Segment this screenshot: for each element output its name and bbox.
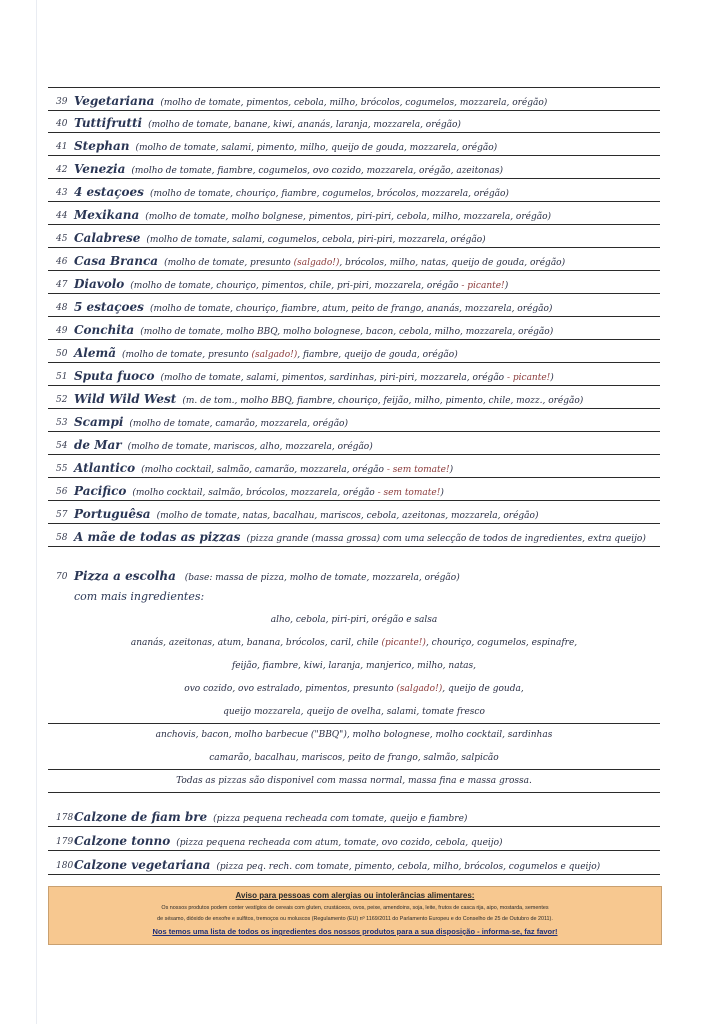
item-text: [74, 231, 486, 245]
item-text: [74, 277, 508, 291]
item-text: [74, 530, 646, 544]
warning-note: (picante!): [381, 638, 426, 648]
item-number: 179: [56, 837, 74, 847]
notice-body-line: Os nossos produtos podem conter vestígios de cereais com gluten, crustáceos, ovos, peixe, amendoins, soja, leite, frutos de casca rija, aipo, mostarda, sementes: [161, 905, 549, 911]
item-description: (pizza peq. rech. com tomate, pimento, cebola, milho, brócolos, cogumelos e queijo): [216, 862, 601, 872]
warning-note: (salgado!): [251, 350, 298, 360]
menu-item-row: [48, 524, 660, 547]
item-description: (molho de tomate, presunto: [121, 350, 249, 360]
warning-note: - picante!: [461, 281, 505, 291]
item-number: 45: [56, 234, 68, 244]
item-text: [74, 507, 538, 521]
item-number: 51: [56, 372, 68, 382]
item-name: Calzone tonno: [74, 834, 171, 848]
ingredient-text: Todas as pizzas são disponivel com massa normal, massa fina e massa grossa.: [176, 776, 532, 786]
item-name: Pacifico: [74, 484, 127, 498]
item-text: [74, 369, 554, 383]
ingredient-text: alho, cebola, piri-piri, orégão e salsa: [270, 615, 438, 625]
ingredient-line: [48, 679, 660, 700]
item-description: (molho de tomate, molho bolgnese, pimentos, piri-piri, cebola, milho, mozzarela, orégão): [145, 212, 552, 222]
item-number: 50: [56, 349, 68, 359]
item-description: (molho de tomate, chouriço, pimentos, chile, pri-piri, mozzarela, orégão: [130, 281, 459, 291]
menu-item-row: [48, 87, 660, 111]
ingredient-text: feijão, fiambre, kiwi, laranja, manjerico, milho, natas,: [231, 661, 477, 671]
item-name: Venezia: [74, 162, 126, 176]
item-description: (pizza grande (massa grossa) com uma selecção de todos de ingredientes, extra queijo): [246, 534, 646, 544]
menu-item-row: [48, 133, 660, 156]
item-number: 55: [56, 464, 68, 474]
item-text: [74, 254, 565, 268]
ingredient-line: [48, 656, 660, 677]
item-description-end: ): [504, 281, 509, 291]
item-number: 40: [56, 119, 68, 129]
item-description-end: , brócolos, milho, natas, queijo de gouda, orégão): [339, 258, 566, 268]
item-name: Stephan: [74, 139, 130, 153]
item-description: (molho de tomate, banane, kiwi, ananás, laranja, mozzarela, orégão): [148, 120, 461, 130]
menu-item-row: [48, 432, 660, 455]
item-number: 44: [56, 211, 68, 221]
item-name: Wild Wild West: [74, 392, 177, 406]
menu-item-row: [48, 271, 660, 294]
item-text: [74, 208, 551, 222]
item-number: 54: [56, 441, 68, 451]
item-name: Diavolo: [74, 277, 125, 291]
notice-footer: Nos temos uma lista de todos os ingredientes dos nossos produtos para a sua disposição - informa-se, faz favor!: [152, 927, 558, 936]
item-number: 178: [56, 813, 74, 823]
item-name: Vegetariana: [74, 94, 155, 108]
item-description: (molho cocktail, salmão, camarão, mozzarela, orégão: [141, 465, 384, 475]
item-text: [74, 346, 458, 360]
ingredient-text-end: , queijo de gouda,: [442, 684, 524, 694]
item-number: 39: [56, 97, 68, 107]
item-description: (molho de tomate, presunto: [164, 258, 291, 268]
menu-item-row: [48, 363, 660, 386]
item-name: Atlantico: [74, 461, 136, 475]
item-description: (molho de tomate, natas, bacalhau, mariscos, cebola, azeitonas, mozzarela, orégão): [156, 511, 539, 521]
item-description: (molho de tomate, salami, pimentos, sardinhas, piri-piri, mozzarela, orégão: [160, 373, 505, 383]
menu-item-row: [48, 317, 660, 340]
item-description: (molho de tomate, molho BBQ, molho bolognese, bacon, cebola, milho, mozzarela, orégão): [140, 327, 554, 337]
item-description: (molho de tomate, chouriço, fiambre, cogumelos, brócolos, mozzarela, orégão): [149, 189, 509, 199]
menu-item-row: [48, 340, 660, 363]
item-name: Sputa fuoco: [74, 369, 155, 383]
ingredient-text-end: , chouriço, cogumelos, espinafre,: [425, 638, 578, 648]
menu-item-row: [48, 455, 660, 478]
item-text: [74, 139, 497, 153]
item-description: (molho de tomate, camarão, mozzarela, orégão): [129, 419, 348, 429]
item-text: [74, 116, 461, 130]
menu-item-row: [48, 202, 660, 225]
item-name: Calzone vegetariana: [74, 858, 211, 872]
menu-item-row: [48, 294, 660, 317]
ingredient-line: [48, 610, 660, 631]
notice-title: Aviso para pessoas com alergias ou intolerâncias alimentares:: [235, 891, 475, 900]
item-text: [74, 834, 503, 848]
item-description: (pizza pequena recheada com tomate, queijo e fiambre): [213, 814, 468, 824]
ingredient-line: [48, 702, 660, 724]
menu-item-row: [48, 804, 660, 827]
item-name: Portuguêsa: [74, 507, 151, 521]
page-edge: [36, 0, 37, 1024]
item-text: [74, 415, 348, 429]
ingredient-line: [48, 725, 660, 746]
item-text: [74, 858, 600, 872]
item-name: A mãe de todas as pizzas: [74, 530, 241, 544]
item-text: [74, 461, 453, 475]
warning-note: - picante!: [506, 373, 551, 383]
ingredient-text: anchovis, bacon, molho barbecue ("BBQ"), molho bolognese, molho cocktail, sardinhas: [155, 730, 553, 740]
item-name: Tuttifrutti: [74, 116, 143, 130]
item-number: 180: [56, 861, 74, 871]
item-description: (molho cocktail, salmão, brócolos, mozzarela, orégão: [132, 488, 375, 498]
item-text: [74, 392, 583, 406]
item-description: (m. de tom., molho BBQ, fiambre, chouriço, feijão, milho, pimento, chile, mozz., orégão): [182, 396, 584, 406]
ingredient-line: [48, 771, 660, 793]
item-number: 56: [56, 487, 68, 497]
ingredient-text: queijo mozzarela, queijo de ovelha, salami, tomate fresco: [223, 707, 485, 717]
ingredient-line: [48, 748, 660, 770]
item-name: Scampi: [74, 415, 124, 429]
item-number: 48: [56, 303, 68, 313]
item-text: [74, 484, 444, 498]
menu-item-row: [48, 478, 660, 501]
item-description: (molho de tomate, fiambre, cogumelos, ovo cozido, mozzarela, orégão, azeitonas): [131, 166, 503, 176]
item-description: (molho de tomate, chouriço, fiambre, atum, peito de frango, ananás, mozzarela, orégão): [149, 304, 553, 314]
item-text: [74, 300, 552, 314]
warning-note: (salgado!): [396, 684, 443, 694]
item-text: [74, 94, 547, 108]
item-description-end: ): [440, 488, 444, 498]
item-name: de Mar: [74, 438, 122, 452]
item-number: 53: [56, 418, 68, 428]
menu-item-row: [48, 179, 660, 202]
ingredient-text: camarão, bacalhau, mariscos, peito de frango, salmão, salpicão: [209, 753, 499, 763]
item-description: (pizza pequena recheada com atum, tomate, ovo cozido, cebola, queijo): [176, 838, 503, 848]
menu-item-row: [48, 852, 660, 875]
item-description: (molho de tomate, mariscos, alho, mozzarela, orégão): [127, 442, 373, 452]
item-number: 70: [56, 572, 68, 582]
item-description: (molho de tomate, pimentos, cebola, milho, brócolos, cogumelos, mozzarela, orégão): [160, 98, 548, 108]
item-description: (molho de tomate, salami, pimento, milho, queijo de gouda, mozzarela, orégão): [135, 143, 498, 153]
ingredient-line: [48, 633, 660, 654]
menu-item-row: [48, 828, 660, 851]
item-number: 43: [56, 188, 68, 198]
item-number: 57: [56, 510, 68, 520]
item-name: Mexikana: [74, 208, 140, 222]
menu-item-row: [48, 110, 660, 133]
menu-item-row: [48, 156, 660, 179]
item-text: [74, 162, 503, 176]
ingredient-text: ovo cozido, ovo estralado, pimentos, presunto: [184, 684, 394, 694]
item-name: Alemã: [74, 346, 116, 360]
item-name: Pizza a escolha: [74, 569, 176, 583]
custom-pizza-row: [48, 563, 660, 585]
warning-note: - sem tomate!: [386, 465, 450, 475]
item-text: [74, 810, 467, 824]
menu-item-row: [48, 409, 660, 432]
warning-note: (salgado!): [293, 258, 340, 268]
item-name: Conchita: [74, 323, 135, 337]
allergy-notice: [48, 886, 662, 945]
notice-body-line: de sésamo, dióxido de enxofre e sulfitos, tremoços ou moluscos (Regulamento (EU) nº 1169/2011 do Parlamento Europeu e do Conselho de 25 de Outubro de 2011).: [157, 916, 553, 922]
item-number: 58: [56, 533, 68, 543]
item-text: [74, 438, 373, 452]
item-name: Casa Branca: [74, 254, 159, 268]
item-description-end: ): [449, 465, 454, 475]
extra-ingredients-label: com mais ingredientes:: [74, 590, 205, 603]
menu-item-row: [48, 501, 660, 524]
item-description: (molho de tomate, salami, cogumelos, cebola, piri-piri, mozzarela, orégão): [146, 235, 486, 245]
warning-note: - sem tomate!: [377, 488, 441, 498]
notice-body: [49, 903, 661, 925]
item-description-end: , fiambre, queijo de gouda, orégão): [297, 350, 458, 360]
menu-item-row: [48, 225, 660, 248]
item-number: 41: [56, 142, 68, 152]
item-number: 52: [56, 395, 68, 405]
ingredient-text: ananás, azeitonas, atum, banana, brócolos, caril, chile: [130, 638, 379, 648]
item-name: 5 estaçoes: [74, 300, 144, 314]
item-name: Calabrese: [74, 231, 141, 245]
item-name: 4 estaçoes: [74, 185, 144, 199]
menu-item-row: [48, 386, 660, 409]
item-description: (base: massa de pizza, molho de tomate, mozzarela, orégão): [184, 573, 460, 583]
item-number: 42: [56, 165, 68, 175]
item-text: [74, 323, 553, 337]
item-number: 46: [56, 257, 68, 267]
item-number: 47: [56, 280, 68, 290]
item-description-end: ): [550, 373, 554, 383]
menu-item-row: [48, 248, 660, 271]
item-number: 49: [56, 326, 68, 336]
item-text: [74, 185, 509, 199]
item-name: Calzone de fiam bre: [74, 810, 208, 824]
